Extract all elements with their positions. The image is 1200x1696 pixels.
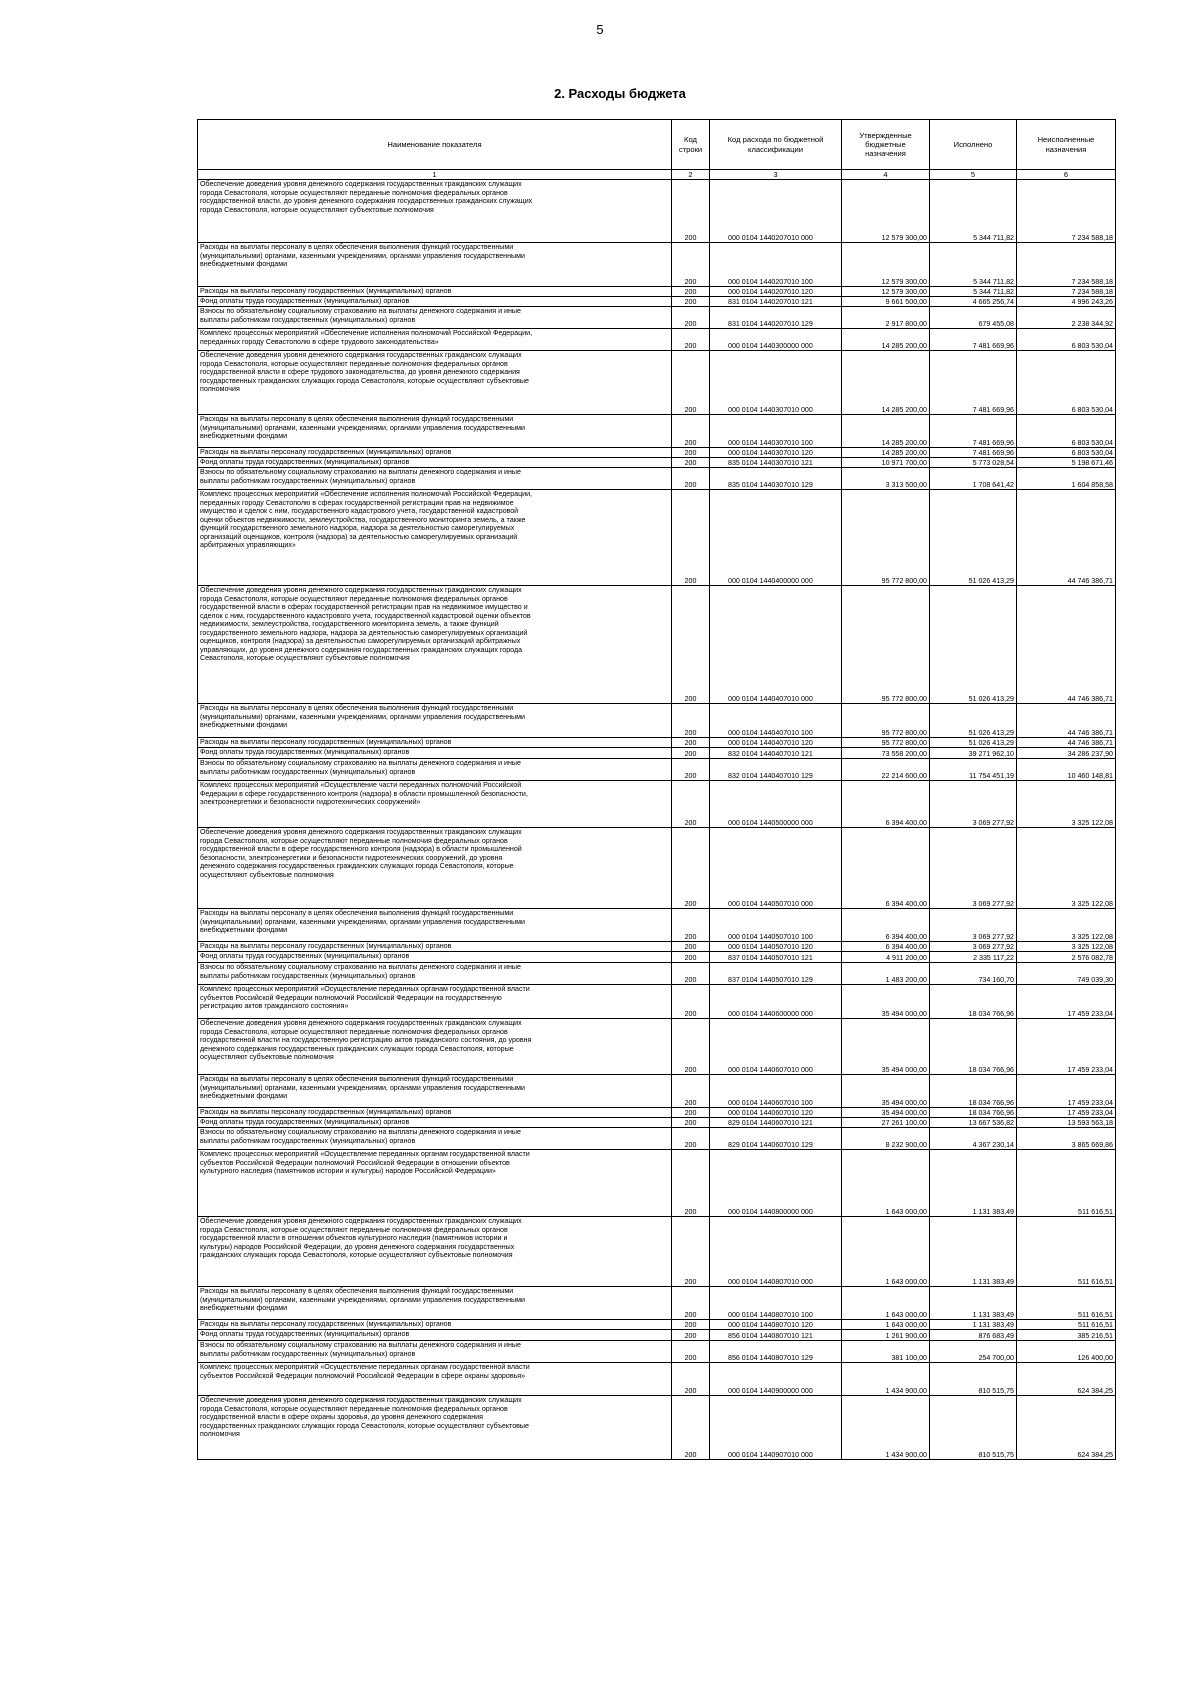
approved-amount-cell: 95 772 800,00 xyxy=(842,704,930,738)
indicator-name-cell: Обеспечение доведения уровня денежного содержания государственных гражданских служащих города Севастополя, которые осуществляют переданные полномочия федеральных органов государственной власти в сфере государственного контроля (надзора) в области промышленной безопасности, электроэнергетики и безопасности гидротехнических сооружений, до уровня денежного содержания государственных гражданских служащих города Севастополя, которые осуществляют субъектовые полномочия xyxy=(198,828,672,909)
line-code-cell: 200 xyxy=(672,1128,710,1150)
executed-amount-cell: 39 271 962,10 xyxy=(930,748,1017,759)
budget-expenses-table xyxy=(197,119,1116,1460)
table-row xyxy=(198,748,1116,759)
unexecuted-amount-cell: 17 459 233,04 xyxy=(1017,1075,1116,1108)
line-code-cell: 200 xyxy=(672,781,710,828)
line-code-cell: 200 xyxy=(672,329,710,351)
unexecuted-amount-cell: 7 234 588,18 xyxy=(1017,287,1116,297)
indicator-name-cell: Расходы на выплаты персоналу в целях обеспечения выполнения функций государственными (муниципальными) органами, казенными учреждениями, органами управления государственными внебюджетными фондами xyxy=(198,909,672,942)
expense-code-cell: 829 0104 1440607010 121 xyxy=(710,1118,842,1128)
unexecuted-amount-cell: 2 238 344,92 xyxy=(1017,307,1116,329)
table-row xyxy=(198,828,1116,909)
approved-amount-cell: 1 643 000,00 xyxy=(842,1287,930,1320)
table-row xyxy=(198,1019,1116,1075)
table-row xyxy=(198,1128,1116,1150)
indicator-name-cell: Взносы по обязательному социальному страхованию на выплаты денежного содержания и иные выплаты работникам государственных (муниципальных) органов xyxy=(198,759,672,781)
executed-amount-cell: 13 667 536,82 xyxy=(930,1118,1017,1128)
expense-code-cell: 000 0104 1440407010 000 xyxy=(710,586,842,704)
column-number-row xyxy=(198,170,1116,180)
approved-amount-cell: 95 772 800,00 xyxy=(842,738,930,748)
executed-amount-cell: 4 367 230,14 xyxy=(930,1128,1017,1150)
approved-amount-cell: 27 261 100,00 xyxy=(842,1118,930,1128)
executed-amount-cell: 2 335 117,22 xyxy=(930,952,1017,963)
table-row xyxy=(198,1363,1116,1396)
indicator-name-cell: Расходы на выплаты персоналу в целях обеспечения выполнения функций государственными (муниципальными) органами, казенными учреждениями, органами управления государственными внебюджетными фондами xyxy=(198,1287,672,1320)
indicator-name-cell: Обеспечение доведения уровня денежного содержания государственных гражданских служащих города Севастополя, которые осуществляют переданные полномочия федеральных органов государственной власти на государственную регистрацию актов гражданского состояния, до уровня денежного содержания государственных гражданских служащих города Севастополя, которые осуществляют субъектовые полномочия xyxy=(198,1019,672,1075)
expense-code-cell: 000 0104 1440807010 120 xyxy=(710,1320,842,1330)
expense-code-cell: 831 0104 1440207010 121 xyxy=(710,297,842,307)
indicator-name-cell: Комплекс процессных мероприятий «Осуществление переданных органам государственной власти субъектов Российской Федерации полномочий Российской Федерации в отношении объектов культурного наследия (памятников истории и культуры) народов Российской Федерации» xyxy=(198,1150,672,1217)
indicator-name-cell: Взносы по обязательному социальному страхованию на выплаты денежного содержания и иные выплаты работникам государственных (муниципальных) органов xyxy=(198,1128,672,1150)
line-code-cell: 200 xyxy=(672,287,710,297)
expense-code-cell: 000 0104 1440407010 120 xyxy=(710,738,842,748)
indicator-name-cell: Фонд оплаты труда государственных (муниципальных) органов xyxy=(198,297,672,307)
expense-code-cell: 000 0104 1440307010 100 xyxy=(710,415,842,448)
approved-amount-cell: 35 494 000,00 xyxy=(842,1075,930,1108)
expense-code-cell: 832 0104 1440407010 129 xyxy=(710,759,842,781)
expense-code-cell: 000 0104 1440600000 000 xyxy=(710,985,842,1019)
table-row xyxy=(198,1341,1116,1363)
column-number: 6 xyxy=(1017,170,1116,180)
expense-code-cell: 000 0104 1440900000 000 xyxy=(710,1363,842,1396)
unexecuted-amount-cell: 17 459 233,04 xyxy=(1017,985,1116,1019)
header-line-code: Код строки xyxy=(672,120,710,170)
expense-code-cell: 000 0104 1440500000 000 xyxy=(710,781,842,828)
unexecuted-amount-cell: 44 746 386,71 xyxy=(1017,704,1116,738)
line-code-cell: 200 xyxy=(672,1118,710,1128)
approved-amount-cell: 14 285 200,00 xyxy=(842,329,930,351)
indicator-name-cell: Обеспечение доведения уровня денежного содержания государственных гражданских служащих города Севастополя, которые осуществляют переданные полномочия федеральных органов государственной власти в сфере охраны здоровья, до уровня денежного содержания государственных гражданских служащих города Севастополя, которые осуществляют субъектовые полномочия xyxy=(198,1396,672,1460)
table-row xyxy=(198,1287,1116,1320)
executed-amount-cell: 7 481 669,96 xyxy=(930,415,1017,448)
header-row xyxy=(198,120,1116,170)
executed-amount-cell: 1 131 383,49 xyxy=(930,1287,1017,1320)
unexecuted-amount-cell: 3 325 122,08 xyxy=(1017,909,1116,942)
executed-amount-cell: 5 344 711,82 xyxy=(930,287,1017,297)
indicator-name-cell: Фонд оплаты труда государственных (муниципальных) органов xyxy=(198,458,672,468)
approved-amount-cell: 2 917 800,00 xyxy=(842,307,930,329)
table-row xyxy=(198,952,1116,963)
approved-amount-cell: 12 579 300,00 xyxy=(842,287,930,297)
approved-amount-cell: 95 772 800,00 xyxy=(842,586,930,704)
table-row xyxy=(198,759,1116,781)
column-number: 4 xyxy=(842,170,930,180)
unexecuted-amount-cell: 6 803 530,04 xyxy=(1017,351,1116,415)
table-body xyxy=(198,180,1116,1460)
table-row xyxy=(198,415,1116,448)
approved-amount-cell: 9 661 500,00 xyxy=(842,297,930,307)
line-code-cell: 200 xyxy=(672,1396,710,1460)
approved-amount-cell: 35 494 000,00 xyxy=(842,985,930,1019)
indicator-name-cell: Комплекс процессных мероприятий «Обеспечение исполнения полномочий Российской Федерации, переданных городу Севастополю в сферах государственной регистрации прав на недвижимое имущество и сделок с ним, государственного кадастрового учета, государственной кадастровой оценки объектов недвижимости, землеустройства, государственного мониторинга земель, а также функций государственного земельного надзора, надзора за деятельностью саморегулируемых организаций оценщиков, контроля (надзора) за деятельностью саморегулируемых организаций арбитражных управляющих» xyxy=(198,490,672,586)
indicator-name-cell: Расходы на выплаты персоналу в целях обеспечения выполнения функций государственными (муниципальными) органами, казенными учреждениями, органами управления государственными внебюджетными фондами xyxy=(198,243,672,287)
line-code-cell: 200 xyxy=(672,1019,710,1075)
indicator-name-cell: Расходы на выплаты персоналу в целях обеспечения выполнения функций государственными (муниципальными) органами, казенными учреждениями, органами управления государственными внебюджетными фондами xyxy=(198,415,672,448)
table-row xyxy=(198,1118,1116,1128)
indicator-name-cell: Расходы на выплаты персоналу государственных (муниципальных) органов xyxy=(198,738,672,748)
expense-code-cell: 000 0104 1440307010 120 xyxy=(710,448,842,458)
executed-amount-cell: 18 034 766,96 xyxy=(930,1075,1017,1108)
approved-amount-cell: 8 232 900,00 xyxy=(842,1128,930,1150)
expense-code-cell: 000 0104 1440507010 120 xyxy=(710,942,842,952)
table-row xyxy=(198,704,1116,738)
executed-amount-cell: 734 160,70 xyxy=(930,963,1017,985)
table-row xyxy=(198,329,1116,351)
line-code-cell: 200 xyxy=(672,307,710,329)
unexecuted-amount-cell: 17 459 233,04 xyxy=(1017,1108,1116,1118)
expense-code-cell: 000 0104 1440207010 120 xyxy=(710,287,842,297)
unexecuted-amount-cell: 511 616,51 xyxy=(1017,1217,1116,1287)
unexecuted-amount-cell: 3 325 122,08 xyxy=(1017,942,1116,952)
line-code-cell: 200 xyxy=(672,468,710,490)
indicator-name-cell: Расходы на выплаты персоналу государственных (муниципальных) органов xyxy=(198,942,672,952)
executed-amount-cell: 1 131 383,49 xyxy=(930,1217,1017,1287)
line-code-cell: 200 xyxy=(672,243,710,287)
table-row xyxy=(198,1150,1116,1217)
indicator-name-cell: Взносы по обязательному социальному страхованию на выплаты денежного содержания и иные выплаты работникам государственных (муниципальных) органов xyxy=(198,1341,672,1363)
expense-code-cell: 000 0104 1440607010 120 xyxy=(710,1108,842,1118)
executed-amount-cell: 876 683,49 xyxy=(930,1330,1017,1341)
indicator-name-cell: Комплекс процессных мероприятий «Обеспечение исполнения полномочий Российской Федерации, переданных городу Севастополю в сфере трудового законодательства» xyxy=(198,329,672,351)
expense-code-cell: 000 0104 1440300000 000 xyxy=(710,329,842,351)
line-code-cell: 200 xyxy=(672,963,710,985)
unexecuted-amount-cell: 3 865 669,86 xyxy=(1017,1128,1116,1150)
approved-amount-cell: 14 285 200,00 xyxy=(842,448,930,458)
table-row xyxy=(198,985,1116,1019)
approved-amount-cell: 3 313 500,00 xyxy=(842,468,930,490)
unexecuted-amount-cell: 5 198 671,46 xyxy=(1017,458,1116,468)
indicator-name-cell: Комплекс процессных мероприятий «Осуществление части переданных полномочий Российской Федерации в сфере государственного контроля (надзора) в области промышленной безопасности, электроэнергетики и безопасности гидротехнических сооружений» xyxy=(198,781,672,828)
unexecuted-amount-cell: 624 384,25 xyxy=(1017,1363,1116,1396)
executed-amount-cell: 4 665 256,74 xyxy=(930,297,1017,307)
executed-amount-cell: 810 515,75 xyxy=(930,1363,1017,1396)
line-code-cell: 200 xyxy=(672,490,710,586)
executed-amount-cell: 3 069 277,92 xyxy=(930,909,1017,942)
indicator-name-cell: Обеспечение доведения уровня денежного содержания государственных гражданских служащих города Севастополя, которые осуществляют переданные полномочия федеральных органов государственной власти, до уровня денежного содержания государственных гражданских служащих города Севастополя, которые осуществляют субъектовые полномочия xyxy=(198,180,672,243)
expense-code-cell: 837 0104 1440507010 121 xyxy=(710,952,842,963)
header-indicator-name: Наименование показателя xyxy=(198,120,672,170)
unexecuted-amount-cell: 385 216,51 xyxy=(1017,1330,1116,1341)
line-code-cell: 200 xyxy=(672,952,710,963)
table-row xyxy=(198,243,1116,287)
approved-amount-cell: 1 434 900,00 xyxy=(842,1363,930,1396)
table-row xyxy=(198,180,1116,243)
table-row xyxy=(198,490,1116,586)
approved-amount-cell: 381 100,00 xyxy=(842,1341,930,1363)
approved-amount-cell: 4 911 200,00 xyxy=(842,952,930,963)
executed-amount-cell: 810 515,75 xyxy=(930,1396,1017,1460)
expense-code-cell: 000 0104 1440807010 100 xyxy=(710,1287,842,1320)
column-number: 2 xyxy=(672,170,710,180)
approved-amount-cell: 35 494 000,00 xyxy=(842,1108,930,1118)
table-row xyxy=(198,738,1116,748)
indicator-name-cell: Комплекс процессных мероприятий «Осуществление переданных органам государственной власти субъектов Российской Федерации полномочий Российской Федерации на государственную регистрацию актов гражданского состояния» xyxy=(198,985,672,1019)
line-code-cell: 200 xyxy=(672,415,710,448)
line-code-cell: 200 xyxy=(672,738,710,748)
unexecuted-amount-cell: 511 616,51 xyxy=(1017,1287,1116,1320)
approved-amount-cell: 1 483 200,00 xyxy=(842,963,930,985)
executed-amount-cell: 1 131 383,49 xyxy=(930,1320,1017,1330)
executed-amount-cell: 11 754 451,19 xyxy=(930,759,1017,781)
line-code-cell: 200 xyxy=(672,1363,710,1396)
indicator-name-cell: Обеспечение доведения уровня денежного содержания государственных гражданских служащих города Севастополя, которые осуществляют переданные полномочия федеральных органов государственной власти в сферах государственной регистрации прав на недвижимое имущество и сделок с ним, государственного кадастрового учета, государственной кадастровой оценки объектов недвижимости, землеустройства, государственного мониторинга земель, а также функций государственного земельного надзора, надзора за деятельностью саморегулируемых организаций оценщиков, контроля (надзора) за деятельностью саморегулируемых организаций арбитражных управляющих, до уровня денежного содержания государственных гражданских служащих города Севастополя, которые осуществляют субъектовые полномочия xyxy=(198,586,672,704)
document-title: 2. Расходы бюджета xyxy=(554,86,686,101)
approved-amount-cell: 12 579 300,00 xyxy=(842,243,930,287)
executed-amount-cell: 7 481 669,96 xyxy=(930,448,1017,458)
table-row xyxy=(198,1330,1116,1341)
indicator-name-cell: Фонд оплаты труда государственных (муниципальных) органов xyxy=(198,748,672,759)
unexecuted-amount-cell: 44 746 386,71 xyxy=(1017,490,1116,586)
table-row xyxy=(198,909,1116,942)
unexecuted-amount-cell: 34 286 237,90 xyxy=(1017,748,1116,759)
executed-amount-cell: 7 481 669,96 xyxy=(930,329,1017,351)
line-code-cell: 200 xyxy=(672,985,710,1019)
approved-amount-cell: 35 494 000,00 xyxy=(842,1019,930,1075)
indicator-name-cell: Расходы на выплаты персоналу в целях обеспечения выполнения функций государственными (муниципальными) органами, казенными учреждениями, органами управления государственными внебюджетными фондами xyxy=(198,1075,672,1108)
unexecuted-amount-cell: 2 576 082,78 xyxy=(1017,952,1116,963)
table-row xyxy=(198,1075,1116,1108)
line-code-cell: 200 xyxy=(672,759,710,781)
indicator-name-cell: Расходы на выплаты персоналу государственных (муниципальных) органов xyxy=(198,448,672,458)
line-code-cell: 200 xyxy=(672,1330,710,1341)
approved-amount-cell: 12 579 300,00 xyxy=(842,180,930,243)
executed-amount-cell: 1 131 383,49 xyxy=(930,1150,1017,1217)
unexecuted-amount-cell: 7 234 588,18 xyxy=(1017,243,1116,287)
approved-amount-cell: 1 643 000,00 xyxy=(842,1217,930,1287)
approved-amount-cell: 1 434 900,00 xyxy=(842,1396,930,1460)
table-row xyxy=(198,1396,1116,1460)
unexecuted-amount-cell: 3 325 122,08 xyxy=(1017,828,1116,909)
unexecuted-amount-cell: 126 400,00 xyxy=(1017,1341,1116,1363)
indicator-name-cell: Расходы на выплаты персоналу государственных (муниципальных) органов xyxy=(198,1320,672,1330)
unexecuted-amount-cell: 511 616,51 xyxy=(1017,1320,1116,1330)
table-row xyxy=(198,458,1116,468)
expense-code-cell: 835 0104 1440307010 129 xyxy=(710,468,842,490)
line-code-cell: 200 xyxy=(672,909,710,942)
table-row xyxy=(198,448,1116,458)
indicator-name-cell: Обеспечение доведения уровня денежного содержания государственных гражданских служащих города Севастополя, которые осуществляют переданные полномочия федеральных органов государственной власти в отношении объектов культурного наследия (памятников истории и культуры) народов Российской Федерации, до уровня денежного содержания государственных гражданских служащих города Севастополя, которые осуществляют субъектовые полномочия xyxy=(198,1217,672,1287)
expense-code-cell: 000 0104 1440400000 000 xyxy=(710,490,842,586)
line-code-cell: 200 xyxy=(672,748,710,759)
executed-amount-cell: 3 069 277,92 xyxy=(930,781,1017,828)
unexecuted-amount-cell: 749 039,30 xyxy=(1017,963,1116,985)
executed-amount-cell: 18 034 766,96 xyxy=(930,1019,1017,1075)
expense-code-cell: 000 0104 1440507010 100 xyxy=(710,909,842,942)
header-unexecuted: Неисполненные назначения xyxy=(1017,120,1116,170)
expense-code-cell: 000 0104 1440607010 000 xyxy=(710,1019,842,1075)
indicator-name-cell: Комплекс процессных мероприятий «Осуществление переданных органам государственной власти субъектов Российской Федерации полномочий Российской Федерации в сфере охраны здоровья» xyxy=(198,1363,672,1396)
expense-code-cell: 000 0104 1440207010 100 xyxy=(710,243,842,287)
unexecuted-amount-cell: 3 325 122,08 xyxy=(1017,781,1116,828)
expense-code-cell: 000 0104 1440307010 000 xyxy=(710,351,842,415)
line-code-cell: 200 xyxy=(672,180,710,243)
unexecuted-amount-cell: 44 746 386,71 xyxy=(1017,738,1116,748)
table-row xyxy=(198,287,1116,297)
line-code-cell: 200 xyxy=(672,458,710,468)
line-code-cell: 200 xyxy=(672,1108,710,1118)
line-code-cell: 200 xyxy=(672,1217,710,1287)
table-row xyxy=(198,781,1116,828)
indicator-name-cell: Фонд оплаты труда государственных (муниципальных) органов xyxy=(198,1118,672,1128)
table-row xyxy=(198,1217,1116,1287)
line-code-cell: 200 xyxy=(672,1341,710,1363)
indicator-name-cell: Взносы по обязательному социальному страхованию на выплаты денежного содержания и иные выплаты работникам государственных (муниципальных) органов xyxy=(198,963,672,985)
table-row xyxy=(198,307,1116,329)
indicator-name-cell: Расходы на выплаты персоналу государственных (муниципальных) органов xyxy=(198,1108,672,1118)
page-number: 5 xyxy=(596,22,604,37)
executed-amount-cell: 51 026 413,29 xyxy=(930,704,1017,738)
unexecuted-amount-cell: 17 459 233,04 xyxy=(1017,1019,1116,1075)
unexecuted-amount-cell: 44 746 386,71 xyxy=(1017,586,1116,704)
expense-code-cell: 856 0104 1440807010 129 xyxy=(710,1341,842,1363)
approved-amount-cell: 73 558 200,00 xyxy=(842,748,930,759)
executed-amount-cell: 3 069 277,92 xyxy=(930,828,1017,909)
unexecuted-amount-cell: 624 384,25 xyxy=(1017,1396,1116,1460)
executed-amount-cell: 18 034 766,96 xyxy=(930,1108,1017,1118)
unexecuted-amount-cell: 1 604 858,58 xyxy=(1017,468,1116,490)
line-code-cell: 200 xyxy=(672,448,710,458)
approved-amount-cell: 10 971 700,00 xyxy=(842,458,930,468)
unexecuted-amount-cell: 511 616,51 xyxy=(1017,1150,1116,1217)
column-number: 3 xyxy=(710,170,842,180)
executed-amount-cell: 51 026 413,29 xyxy=(930,490,1017,586)
table-row xyxy=(198,1320,1116,1330)
expense-code-cell: 829 0104 1440607010 129 xyxy=(710,1128,842,1150)
expense-code-cell: 000 0104 1440207010 000 xyxy=(710,180,842,243)
approved-amount-cell: 1 643 000,00 xyxy=(842,1320,930,1330)
expense-code-cell: 000 0104 1440907010 000 xyxy=(710,1396,842,1460)
approved-amount-cell: 6 394 400,00 xyxy=(842,909,930,942)
unexecuted-amount-cell: 13 593 563,18 xyxy=(1017,1118,1116,1128)
indicator-name-cell: Взносы по обязательному социальному страхованию на выплаты денежного содержания и иные выплаты работникам государственных (муниципальных) органов xyxy=(198,468,672,490)
line-code-cell: 200 xyxy=(672,586,710,704)
executed-amount-cell: 5 344 711,82 xyxy=(930,243,1017,287)
indicator-name-cell: Фонд оплаты труда государственных (муниципальных) органов xyxy=(198,952,672,963)
indicator-name-cell: Взносы по обязательному социальному страхованию на выплаты денежного содержания и иные выплаты работникам государственных (муниципальных) органов xyxy=(198,307,672,329)
header-approved: Утвержденные бюджетные назначения xyxy=(842,120,930,170)
indicator-name-cell: Фонд оплаты труда государственных (муниципальных) органов xyxy=(198,1330,672,1341)
expense-code-cell: 000 0104 1440807010 000 xyxy=(710,1217,842,1287)
unexecuted-amount-cell: 6 803 530,04 xyxy=(1017,448,1116,458)
executed-amount-cell: 51 026 413,29 xyxy=(930,586,1017,704)
expense-code-cell: 000 0104 1440607010 100 xyxy=(710,1075,842,1108)
unexecuted-amount-cell: 7 234 588,18 xyxy=(1017,180,1116,243)
table-row xyxy=(198,963,1116,985)
executed-amount-cell: 5 344 711,82 xyxy=(930,180,1017,243)
expense-code-cell: 000 0104 1440507010 000 xyxy=(710,828,842,909)
approved-amount-cell: 22 214 600,00 xyxy=(842,759,930,781)
line-code-cell: 200 xyxy=(672,1287,710,1320)
executed-amount-cell: 7 481 669,96 xyxy=(930,351,1017,415)
approved-amount-cell: 6 394 400,00 xyxy=(842,781,930,828)
unexecuted-amount-cell: 4 996 243,26 xyxy=(1017,297,1116,307)
approved-amount-cell: 14 285 200,00 xyxy=(842,351,930,415)
line-code-cell: 200 xyxy=(672,942,710,952)
table-row xyxy=(198,942,1116,952)
approved-amount-cell: 1 643 000,00 xyxy=(842,1150,930,1217)
approved-amount-cell: 95 772 800,00 xyxy=(842,490,930,586)
expense-code-cell: 000 0104 1440800000 000 xyxy=(710,1150,842,1217)
table-row xyxy=(198,297,1116,307)
header-executed: Исполнено xyxy=(930,120,1017,170)
executed-amount-cell: 679 455,08 xyxy=(930,307,1017,329)
approved-amount-cell: 1 261 900,00 xyxy=(842,1330,930,1341)
indicator-name-cell: Обеспечение доведения уровня денежного содержания государственных гражданских служащих города Севастополя, которые осуществляют переданные полномочия федеральных органов государственной власти в сфере трудового законодательства, до уровня денежного содержания государственных гражданских служащих города Севастополя, которые осуществляют субъектовые полномочия xyxy=(198,351,672,415)
column-number: 5 xyxy=(930,170,1017,180)
approved-amount-cell: 6 394 400,00 xyxy=(842,942,930,952)
table-row xyxy=(198,468,1116,490)
executed-amount-cell: 5 773 028,54 xyxy=(930,458,1017,468)
line-code-cell: 200 xyxy=(672,351,710,415)
column-number: 1 xyxy=(198,170,672,180)
expense-code-cell: 856 0104 1440807010 121 xyxy=(710,1330,842,1341)
table-row xyxy=(198,351,1116,415)
line-code-cell: 200 xyxy=(672,1075,710,1108)
executed-amount-cell: 18 034 766,96 xyxy=(930,985,1017,1019)
expense-code-cell: 837 0104 1440507010 129 xyxy=(710,963,842,985)
unexecuted-amount-cell: 6 803 530,04 xyxy=(1017,329,1116,351)
executed-amount-cell: 254 700,00 xyxy=(930,1341,1017,1363)
line-code-cell: 200 xyxy=(672,828,710,909)
expense-code-cell: 831 0104 1440207010 129 xyxy=(710,307,842,329)
approved-amount-cell: 6 394 400,00 xyxy=(842,828,930,909)
table-row xyxy=(198,1108,1116,1118)
executed-amount-cell: 51 026 413,29 xyxy=(930,738,1017,748)
expense-code-cell: 832 0104 1440407010 121 xyxy=(710,748,842,759)
line-code-cell: 200 xyxy=(672,1150,710,1217)
unexecuted-amount-cell: 10 460 148,81 xyxy=(1017,759,1116,781)
line-code-cell: 200 xyxy=(672,297,710,307)
expense-code-cell: 000 0104 1440407010 100 xyxy=(710,704,842,738)
unexecuted-amount-cell: 6 803 530,04 xyxy=(1017,415,1116,448)
approved-amount-cell: 14 285 200,00 xyxy=(842,415,930,448)
line-code-cell: 200 xyxy=(672,1320,710,1330)
header-expense-code: Код расхода по бюджетной классификации xyxy=(710,120,842,170)
line-code-cell: 200 xyxy=(672,704,710,738)
indicator-name-cell: Расходы на выплаты персоналу в целях обеспечения выполнения функций государственными (муниципальными) органами, казенными учреждениями, органами управления государственными внебюджетными фондами xyxy=(198,704,672,738)
indicator-name-cell: Расходы на выплаты персоналу государственных (муниципальных) органов xyxy=(198,287,672,297)
table-row xyxy=(198,586,1116,704)
executed-amount-cell: 3 069 277,92 xyxy=(930,942,1017,952)
expense-code-cell: 835 0104 1440307010 121 xyxy=(710,458,842,468)
executed-amount-cell: 1 708 641,42 xyxy=(930,468,1017,490)
